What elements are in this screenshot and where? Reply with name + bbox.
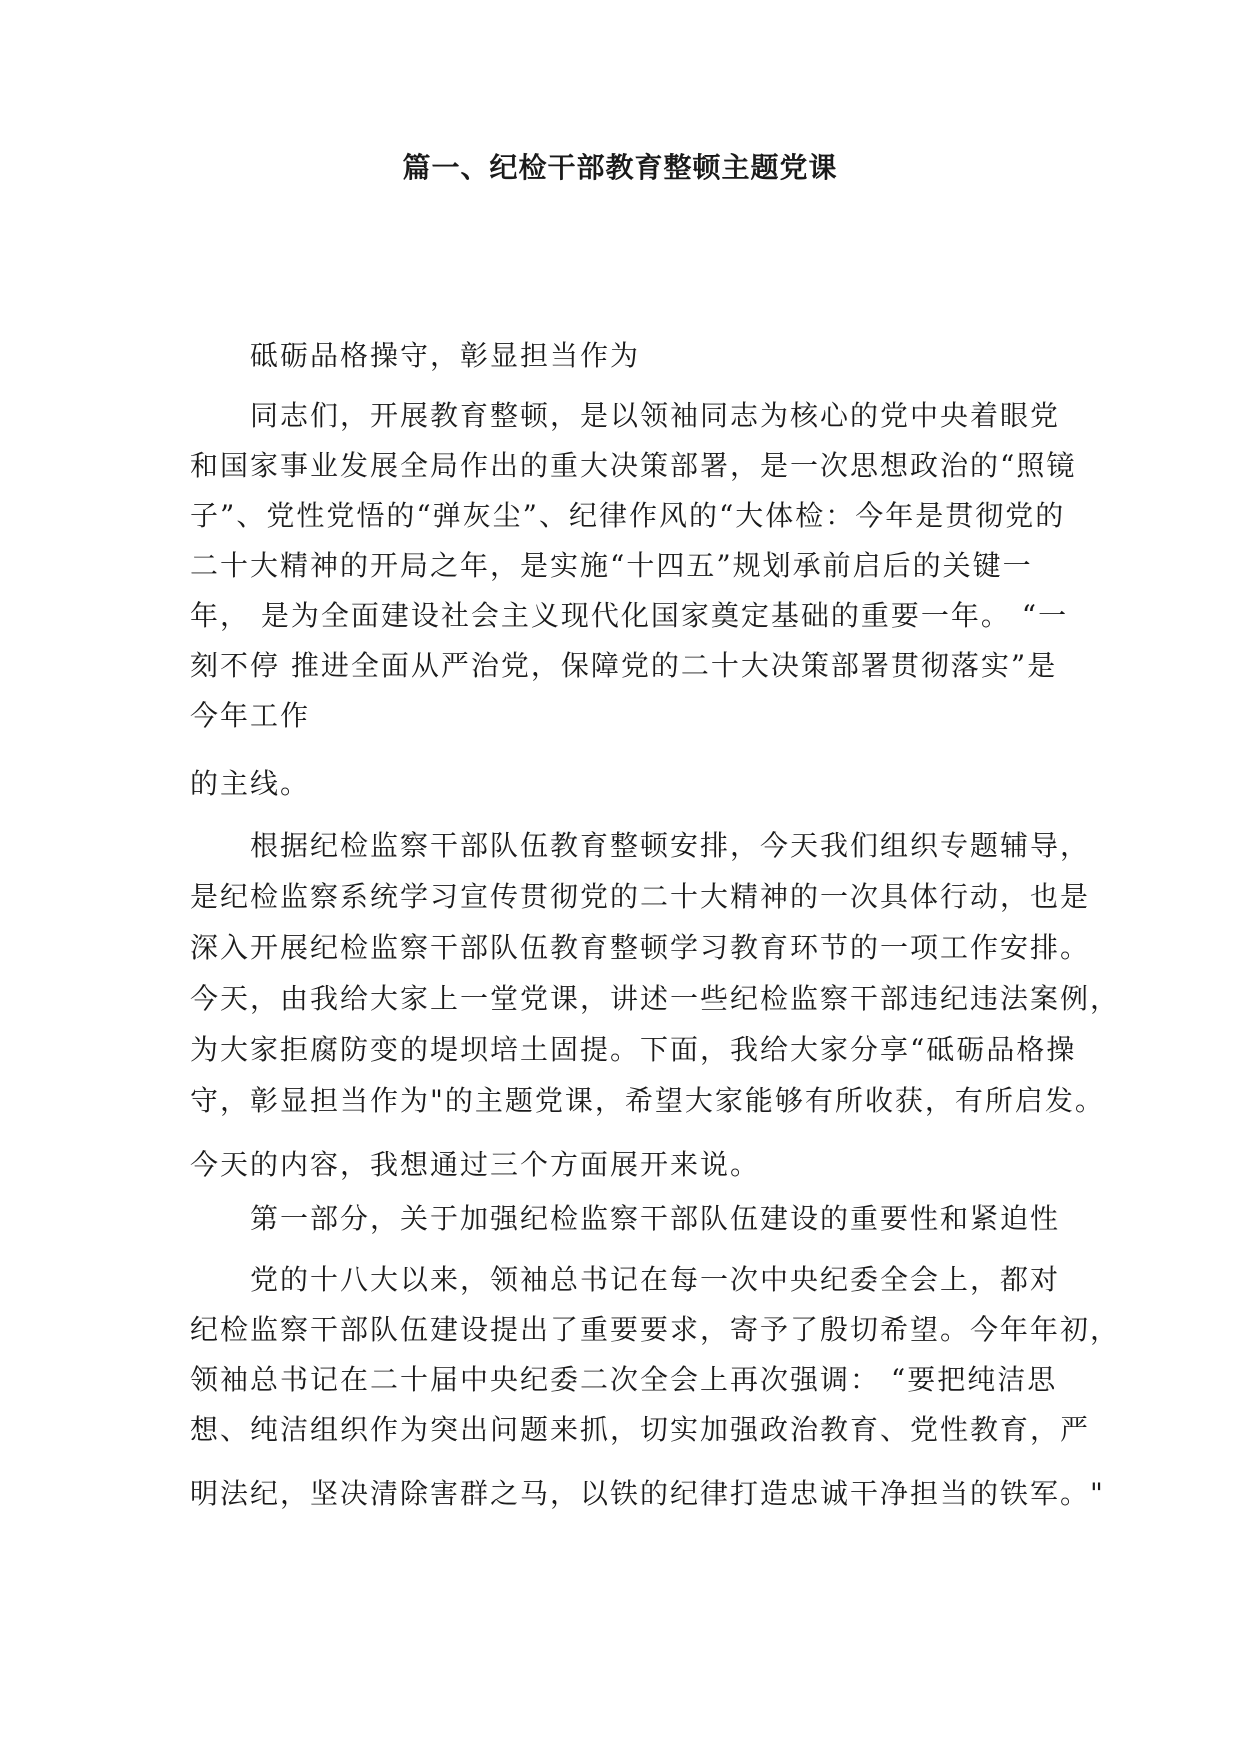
paragraph-line: 守，彰显担当作为"的主题党课，希望大家能够有所收获，有所启发。: [190, 1084, 1105, 1117]
section-heading: 第一部分，关于加强纪检监察干部队伍建设的重要性和紧迫性: [250, 1202, 1061, 1235]
paragraph-line: 年， 是为全面建设社会主义现代化国家奠定基础的重要一年。 “一: [190, 599, 1069, 632]
paragraph-line: 深入开展纪检监察干部队伍教育整顿学习教育环节的一项工作安排。: [190, 931, 1091, 964]
paragraph-line: 根据纪检监察干部队伍教育整顿安排，今天我们组织专题辅导，: [250, 829, 1091, 862]
paragraph-line: 和国家事业发展全局作出的重大决策部署，是一次思想政治的“照镜: [190, 449, 1077, 482]
paragraph-line: 纪检监察干部队伍建设提出了重要要求，寄予了殷切希望。今年年初，: [190, 1313, 1121, 1346]
paragraph-line: 刻不停 推进全面从严治党，保障党的二十大决策部署贯彻落实”是: [190, 649, 1058, 682]
paragraph-line: 领袖总书记在二十届中央纪委二次全会上再次强调： “要把纯洁思: [190, 1363, 1058, 1396]
paragraph-line: 同志们，开展教育整顿，是以领袖同志为核心的党中央着眼党: [250, 399, 1061, 432]
paragraph-line: 今天，由我给大家上一堂党课，讲述一些纪检监察干部违纪违法案例，: [190, 982, 1121, 1015]
paragraph-line: 党的十八大以来，领袖总书记在每一次中央纪委全会上，都对: [250, 1263, 1061, 1296]
paragraph-line: 想、纯洁组织作为突出问题来抓，切实加强政治教育、党性教育，严: [190, 1413, 1091, 1446]
subtitle-line: 砥砺品格操守，彰显担当作为: [250, 339, 641, 372]
paragraph-line: 今天的内容，我想通过三个方面展开来说。: [190, 1148, 761, 1181]
page-title: 篇一、纪检干部教育整顿主题党课: [402, 151, 838, 184]
paragraph-line: 子”、党性党悟的“弹灰尘”、纪律作风的“大体检：今年是贯彻党的: [190, 499, 1066, 532]
paragraph-line: 为大家拒腐防变的堤坝培土固提。下面，我给大家分享“砥砺品格操: [190, 1033, 1077, 1066]
paragraph-line: 的主线。: [190, 767, 311, 800]
paragraph-line: 今年工作: [190, 699, 311, 732]
paragraph-line: 是纪检监察系统学习宣传贯彻党的二十大精神的一次具体行动，也是: [190, 880, 1091, 913]
paragraph-line: 二十大精神的开局之年，是实施“十四五”规划承前启后的关键一: [190, 549, 1033, 582]
paragraph-line: 明法纪，坚决清除害群之马，以铁的纪律打造忠诚干净担当的铁军。": [190, 1477, 1105, 1510]
